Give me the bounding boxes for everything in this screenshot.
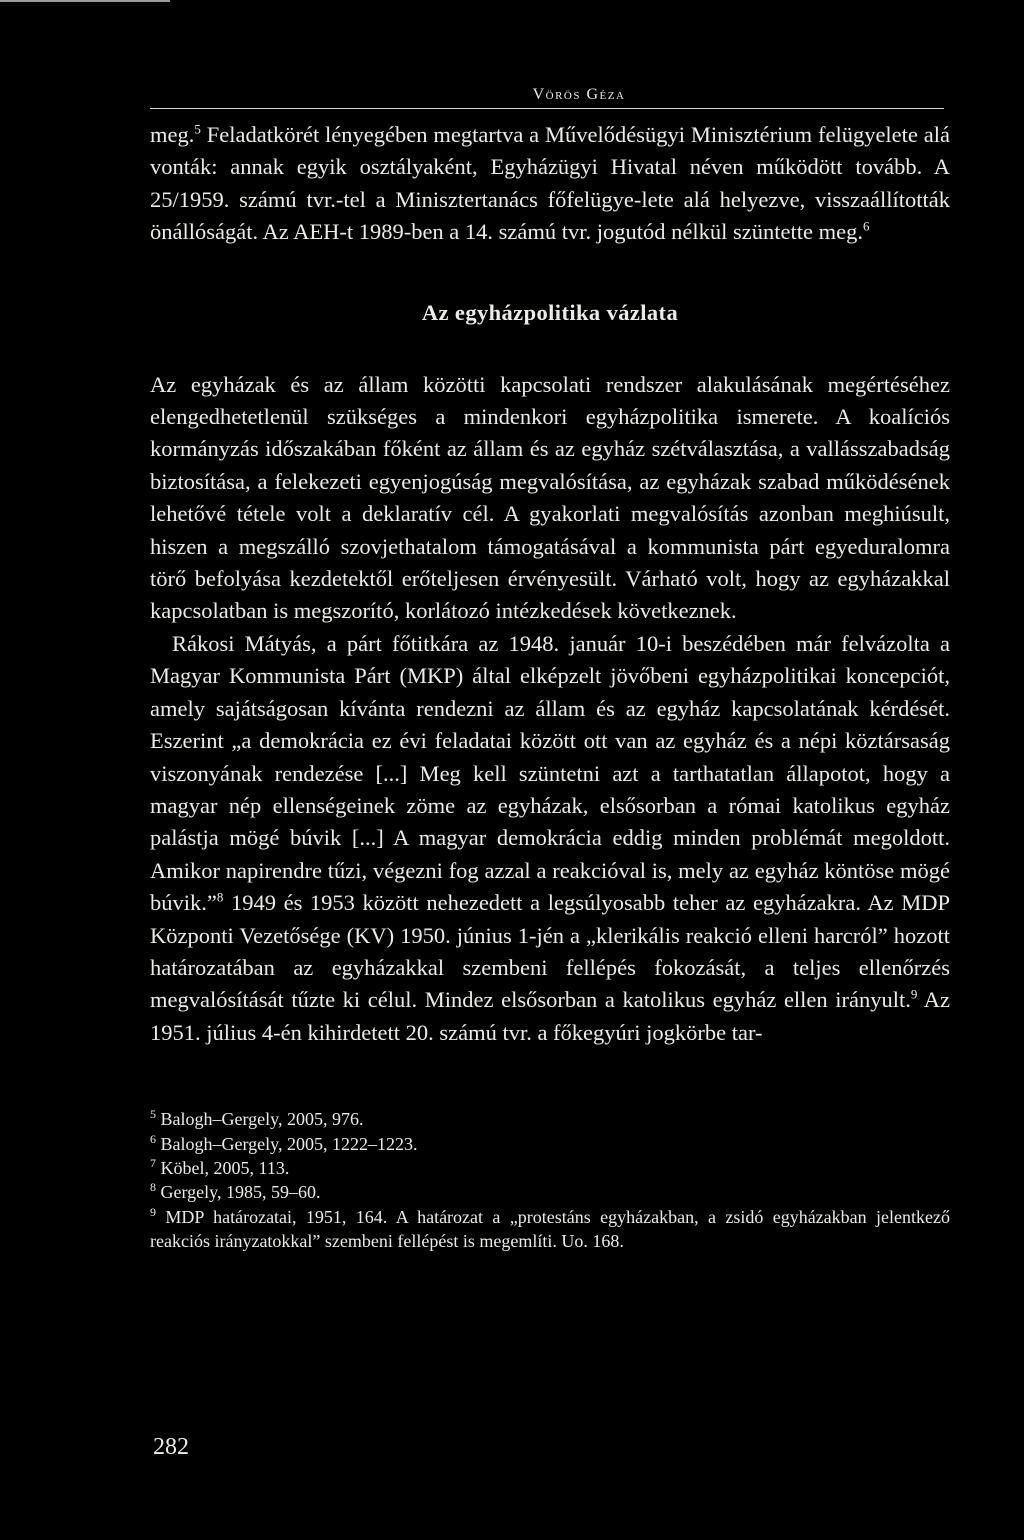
paragraph-text: Feladatkörét lényegében megtartva a Művelődésügyi Minisztérium felügyelete alá vonták: annak egyik osztályaként, Egyházügyi Hivatal néven működött tovább. A 25/1959. számú tvr.-tel a Minisztertanács főfelügye-lete alá helyezve, visszaállították önállóságát. Az AEH-t 1989-ben a 14. számú tvr. jogutód nélkül szüntette meg. bbox=[150, 122, 950, 245]
footnote-mark: 5 bbox=[150, 1107, 156, 1122]
footnote-text: Balogh–Gergely, 2005, 1222–1223. bbox=[156, 1133, 418, 1154]
footnote bbox=[150, 1132, 950, 1156]
footnote bbox=[150, 1205, 950, 1254]
footnote-text: Balogh–Gergely, 2005, 976. bbox=[156, 1109, 364, 1130]
section-title: Az egyházpolitika vázlata bbox=[421, 299, 679, 325]
footnote-text: MDP határozatai, 1951, 164. A határozat a „protestáns egyházakban, a zsidó egyházakban jelentkező reakciós irányzatokkal” szembeni fellépést is megemlíti. Uo. 168. bbox=[150, 1206, 950, 1252]
footnote-ref-9: 9 bbox=[910, 986, 918, 1002]
footnote bbox=[150, 1180, 950, 1204]
page-number: 282 bbox=[153, 1434, 189, 1460]
footnote-mark: 8 bbox=[150, 1180, 156, 1195]
header-rule bbox=[150, 108, 944, 109]
footnote bbox=[150, 1156, 950, 1180]
paragraph-text: Az 1951. július 4-én kihirdetett 20. számú tvr. a főkegyúri jogkörbe tar- bbox=[150, 987, 950, 1045]
footnote-ref-5: 5 bbox=[194, 121, 201, 137]
page-top-edge bbox=[0, 0, 170, 2]
book-page bbox=[150, 84, 950, 1254]
running-head bbox=[150, 84, 944, 106]
paragraph-continuation bbox=[150, 119, 950, 249]
footnote bbox=[150, 1107, 950, 1131]
footnote-text: Köbel, 2005, 113. bbox=[156, 1157, 290, 1178]
running-head-author: Vörös Géza bbox=[532, 86, 626, 103]
footnote-ref-6: 6 bbox=[862, 218, 870, 234]
paragraph-text: 1949 és 1953 között nehezedett a legsúlyosabb teher az egyházakra. Az MDP Központi Vezetősége (KV) 1950. június 1-jén a „klerikális reakció elleni harcról” hozott határozatában az egyházakkal szembeni fellépés fokozását, a teljes ellenőrzés megvalósítását tűzte ki célul. Mindez elsősorban a katolikus egyház ellen irányult. bbox=[150, 890, 950, 1013]
footnote-ref-8: 8 bbox=[216, 889, 224, 905]
footnote-mark: 9 bbox=[150, 1204, 156, 1219]
footnote-text: Gergely, 1985, 59–60. bbox=[156, 1182, 321, 1203]
footnote-mark: 7 bbox=[150, 1155, 156, 1170]
paragraph-text: Rákosi Mátyás, a párt főtitkára az 1948. január 10-i beszédében már felvázolta a Magyar Kommunista Párt (MKP) által elképzelt jövőbeni egyházpolitikai koncepciót, amely sajátságosan kívánta rendezni az állam és az egyház kapcsolatának kérdését. Eszerint „a demokrácia ez évi feladatai között ott van az egyház és a népi köztársaság viszonyának rendezése [...] Meg kell szüntetni azt a tarthatatlan állapotot, hogy a magyar nép ellenségeinek zöme az egyházak, elsősorban a római katolikus egyház palástja mögé búvik [...] A magyar demokrácia eddig minden problémát megoldott. Amikor napirendre tűzi, végezni fog azzal a reakcióval is, mely az egyház köntöse mögé búvik.” bbox=[150, 630, 950, 916]
footnote-mark: 6 bbox=[150, 1131, 156, 1146]
paragraph-intro: Az egyházak és az állam közötti kapcsolati rendszer alakulásának megértéséhez elengedhetetlenül szükséges a mindenkori egyházpolitika ismerete. A koalíciós kormányzás időszakában főként az állam és az egyház szétválasztása, a vallásszabadság biztosítása, a felekezeti egyenjogúság megvalósítása, az egyházak szabad működésének lehetővé tétele volt a deklaratív cél. A gyakorlati megvalósítás azonban meghiúsult, hiszen a megszálló szovjethatalom támogatásával a kommunista párt egyeduralomra törő befolyása kezdetektől erőteljesen érvényesült. Várható volt, hogy az egyházakkal kapcsolatban is megszorító, korlátozó intézkedések következnek. bbox=[150, 371, 950, 624]
footnotes bbox=[150, 1107, 950, 1253]
paragraph-rakosi bbox=[150, 628, 950, 1049]
paragraph-lead: meg. bbox=[150, 122, 195, 147]
